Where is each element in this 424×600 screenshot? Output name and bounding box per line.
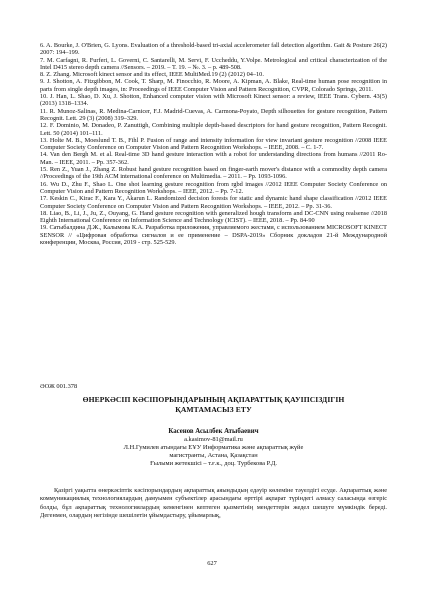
body-paragraph: Қазіргі уақытта өнеркәсіптік кәсіпорындардың ақпараттық аяындыдың едәуір көлеміне тәуелдігі есуде. Ақпараттық және коммуникациялық технологиялардың дамуымен субъектілер арасындағы өрттірі ақпарат түріндегі алмасу саласында өзгеріс болды, бұл ақпараттық технологиялардың кеменгінен кептеген қызметінің мендеттерін жедел шешуге мүмкіндік береді. Дегенмен, олардың негізінде шешілетін ұйымдастыру, ұйымарлық, [40, 487, 387, 520]
reference-item: 16. Wu D., Zhu F., Shao L. One shot learning gesture recognition from rgbd images //2012 IEEE Computer Society Conference on Computer Vision and Pattern Recognition Workshops. – IEEE, 2012. – Pp. 7-12. [40, 180, 387, 195]
article-title [40, 395, 387, 415]
reference-item: 18. Liao, B., Li, J., Ju, Z., Ouyang, G. Hand gesture recognition with generalized hough transform and DC-CNN using realsense //2018 Eighth International Conference on Information Science and Technology (ICIST). – IEEE, 2018. – Pp. 84-90 [40, 209, 387, 225]
author-block [40, 428, 387, 468]
reference-item: 10. J. Han, L. Shao, D. Xu, J. Shotton, Enhanced computer vision with Microsoft Kinect sensor: a review, IEEE Trans. Cybern. 43(5) (2013) 1318–1334. [40, 93, 387, 108]
scientific-advisor: Ғылыми жетекшісі – т.ғ.к., доц. Турбекова Р.Д. [150, 460, 277, 467]
article-title-line: ҚАМТАМАСЫЗ ЕТУ [175, 405, 252, 414]
reference-item: 14. Van den Bergh M. et al. Real-time 3D hand gesture interaction with a robot for understanding directions from humans //2011 Ro-Man. – IEEE, 2011. – Pp. 357-362. [40, 151, 387, 166]
reference-item: 19. Сатыбалдина Д.Ж., Калымова К.А. Разработка приложения, управляемого жестами, с использованием MICROSOFT KINECT SENSOR // «Цифровая обработка сигналов и ее применение – DSPA-2019» Сборник докладов 21-й Международной конференции, Москва, Россия, 2019 - стр. 525-529. [40, 224, 387, 247]
author-affiliation: магистранты, Астана, Қазақстан [169, 452, 258, 459]
author-email: a.kasimov-81@mail.ru [184, 436, 243, 443]
reference-item: 11. R. Munoz-Salinas, R. Medina-Carnicer, F.J. Madrid-Cuevas, A. Carmona-Poyato, Depth silhouettes for gesture recognition, Pattern Recognit. Lett. 29 (3) (2008) 319–329. [40, 107, 387, 122]
reference-item: 15. Ren Z., Yuan J., Zhang Z. Robust hand gesture recognition based on finger-earth mover's distance with a commodity depth camera //Proceedings of the 19th ACM international conference on Multimedia. – 2011. – Pp. 1093-1096. [40, 166, 387, 181]
reference-item: 7. M. Carfagni, R. Furferi, L. Governi, C. Santarelli, M. Servi, F. Uccheddu, Y.Volpe. Metrological and critical characterization of the Intel D415 stereo depth camera //Sensors. – 2019. – Т. 19. – №. 3. – p. 489-508. [40, 56, 387, 71]
page-number: 627 [207, 560, 217, 567]
reference-list [40, 42, 387, 246]
author-name: Касенов Асылбек Атыбаевич [168, 428, 259, 435]
reference-item: 13. Holte M. B., Moeslund T. B., Fihl P. Fusion of range and intensity information for view invariant gesture recognition //2008 IEEE Computer Society Conference on Computer Vision and Pattern Recognition Workshops. – IEEE, 2008. – С. 1-7. [40, 136, 387, 152]
udc-code: ӘОЖ 001.378 [40, 383, 78, 390]
reference-item: 9. J. Shotton, A. Fitzgibbon, M. Cook, T. Sharp, M. Finocchio, R. Moore, A. Kipman, A. Blake, Real-time human pose recognition in parts from single depth images, in: Proceedings of IEEE Computer Vision and Pattern Recognition, CVPR, Colorado Springs, 2011. [40, 78, 387, 93]
reference-item: 6. A. Bourke, J. O'Brien, G. Lyons. Evaluation of a threshold-based tri-axial accelerometer fall detection algorithm. Gait & Posture 26(2) 2007: 194–199. [40, 42, 387, 57]
reference-item: 8. Z. Zhang. Microsoft kinect sensor and its effect, IEEE MultiMed.19 (2) (2012) 04–10. [40, 71, 264, 79]
article-title-line: ӨНЕРКӘСІП КӘСІПОРЫНДАРЫНЫҢ АҚПАРАТТЫҚ ҚАУІПСІЗДІГІН [82, 395, 345, 404]
reference-item: 12. F. Dominio, M. Donadeo, P. Zanuttigh, Combining multiple depth-based descriptors for hand gesture recognition, Pattern Recognit. Lett. 50 (2014) 101–111. [40, 122, 387, 137]
reference-item: 17. Keskin C., Kirac F., Kara Y., Akarun L. Randomized decision forests for static and dynamic hand shape classification //2012 IEEE Computer Society Conference on Computer Vision and Pattern Recognition Workshops. – IEEE, 2012. – Pp. 31-36. [40, 195, 387, 210]
author-affiliation: Л.Н.Гумилев атындағы ЕҰУ Информатика және ақпараттық жүйе [123, 444, 304, 451]
